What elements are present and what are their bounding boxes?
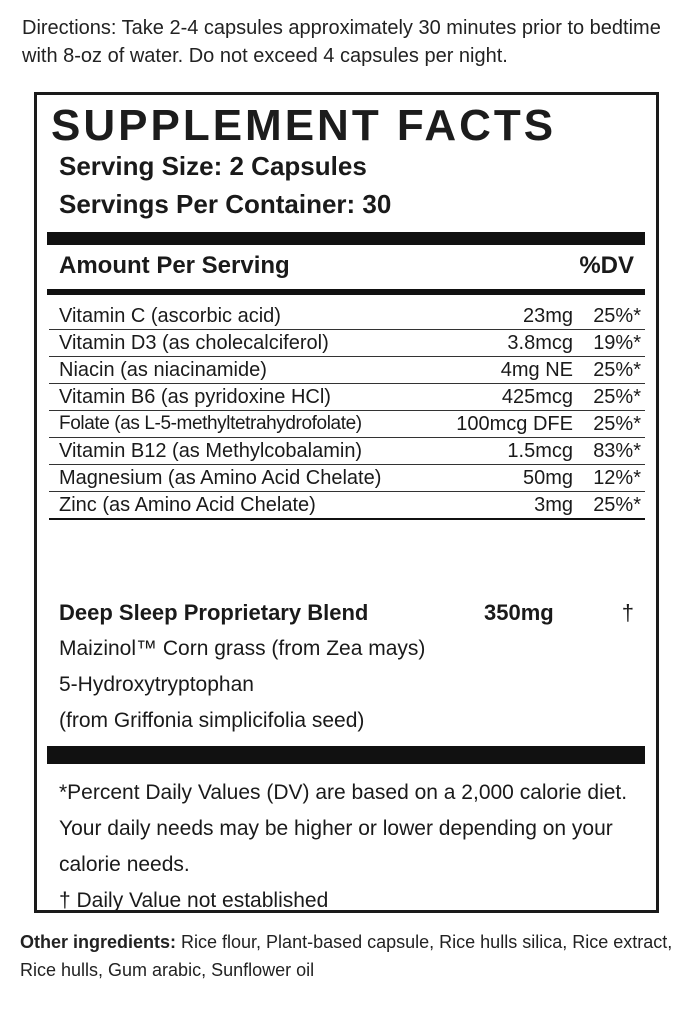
nutrient-name: Folate (as L-5-methyltetrahydrofolate): [59, 413, 362, 434]
footnote-block: [59, 775, 639, 919]
nutrient-row: [49, 465, 645, 492]
nutrient-row: [49, 384, 645, 411]
nutrient-amount: 3.8mcg: [507, 332, 573, 354]
serving-size: Serving Size: 2 Capsules: [59, 151, 367, 181]
dagger-footnote: † Daily Value not established: [59, 889, 329, 912]
nutrient-amount: 1.5mcg: [507, 440, 573, 462]
nutrient-name: Vitamin B12 (as Methylcobalamin): [59, 440, 363, 462]
nutrient-amount: 23mg: [522, 305, 573, 327]
blend-amount: 350mg: [484, 600, 554, 625]
blend-ingredient: (from Griffonia simplicifolia seed): [59, 709, 365, 732]
nutrient-name: Niacin (as niacinamide): [59, 359, 267, 381]
nutrient-row: [49, 357, 645, 384]
nutrient-name: Magnesium (as Amino Acid Chelate): [59, 467, 382, 489]
panel-title: SUPPLEMENT FACTS: [51, 101, 557, 150]
blend-name: Deep Sleep Proprietary Blend: [59, 600, 369, 625]
dv-footnote: *Percent Daily Values (DV) are based on a 2,000 calorie diet. Your daily needs may be higher or lower depending on your calorie needs.: [59, 781, 628, 876]
nutrient-row: [49, 438, 645, 465]
nutrient-dv: 25%*: [593, 305, 641, 327]
nutrient-name: Vitamin B6 (as pyridoxine HCl): [59, 386, 331, 408]
blend-dv: †: [621, 600, 634, 625]
nutrient-row: [49, 492, 645, 520]
blend-ingredient: 5-Hydroxytryptophan: [59, 673, 254, 696]
nutrient-rows: [49, 303, 645, 520]
nutrient-name: Vitamin D3 (as cholecalciferol): [59, 332, 329, 354]
nutrient-dv: 83%*: [593, 440, 641, 462]
other-ingredients-label: Other ingredients:: [20, 932, 177, 952]
other-ingredients-text: Rice flour, Plant-based capsule, Rice hulls silica, Rice extract, Rice hulls, Gum arabic, Sunflower oil: [20, 932, 673, 980]
nutrient-name: Vitamin C (ascorbic acid): [59, 305, 281, 327]
nutrient-dv: 25%*: [593, 359, 641, 381]
servings-per-container: Servings Per Container: 30: [59, 189, 392, 219]
nutrient-row: [49, 411, 645, 438]
nutrient-amount: 100mcg DFE: [456, 413, 573, 435]
nutrient-amount: 50mg: [522, 467, 573, 489]
nutrient-amount: 425mcg: [501, 386, 573, 408]
divider-medium: [47, 289, 645, 295]
nutrient-amount: 3mg: [534, 494, 573, 516]
nutrient-dv: 25%*: [593, 386, 641, 408]
blend-ingredient: Maizinol™ Corn grass (from Zea mays): [59, 637, 426, 660]
other-ingredients: [20, 928, 690, 984]
nutrient-dv: 12%*: [593, 467, 641, 489]
divider-thick-bottom: [47, 746, 645, 764]
amount-per-serving-header: Amount Per Serving: [59, 252, 290, 279]
nutrient-dv: 19%*: [593, 332, 641, 354]
divider-thick: [47, 232, 645, 245]
nutrient-name: Zinc (as Amino Acid Chelate): [59, 494, 316, 516]
nutrient-row: [49, 330, 645, 357]
nutrient-row: [49, 303, 645, 330]
nutrient-dv: 25%*: [593, 413, 641, 435]
nutrient-dv: 25%*: [593, 494, 641, 516]
dv-header: %DV: [579, 252, 634, 279]
directions-text: Directions: Take 2-4 capsules approximately 30 minutes prior to bedtime with 8-oz of water. Do not exceed 4 capsules per night.: [22, 17, 661, 67]
nutrient-amount: 4mg NE: [500, 359, 573, 381]
supplement-facts-panel: [34, 92, 659, 913]
